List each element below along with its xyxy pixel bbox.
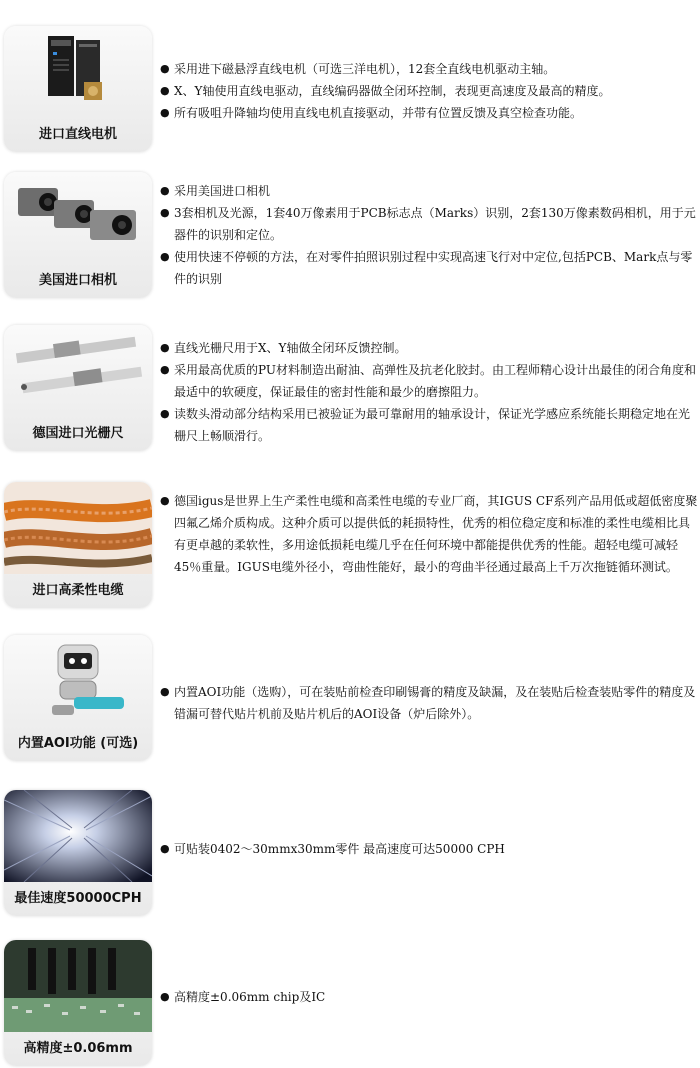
bullet-item: ● 使用快速不停顿的方法，在对零件拍照识别过程中实现高速飞行对中定位,包括PCB、Mark点与零件的识别 bbox=[160, 246, 698, 290]
bullet-item: ● 可贴装0402～30mmx30mm零件 最高速度可达50000 CPH bbox=[160, 838, 698, 860]
aoi-robot-image bbox=[4, 635, 152, 727]
bullet-item: ● 高精度±0.06mm chip及IC bbox=[160, 986, 698, 1008]
bullet-item: ● 采用最高优质的PU材料制造出耐油、高弹性及抗老化胶封。由工程师精心设计出最佳的闭合角度和最适中的软硬度，保证最佳的密封性能和最少的磨擦阻力。 bbox=[160, 359, 698, 403]
feature-title: 德国进口光栅尺 bbox=[32, 426, 124, 441]
bullet-list bbox=[160, 986, 698, 1008]
feature-title: 内置AOI功能 (可选) bbox=[17, 736, 139, 751]
feature-card bbox=[4, 26, 152, 152]
feature-card bbox=[4, 172, 152, 298]
feature-title: 进口高柔性电缆 bbox=[32, 583, 124, 598]
bullet-item: ● 3套相机及光源，1套40万像素用于PCB标志点（Marks）识别，2套130万像素数码相机，用于元器件的识别和定位。 bbox=[160, 202, 698, 246]
feature-title: 美国进口相机 bbox=[38, 273, 117, 288]
speed-tunnel-image bbox=[4, 790, 152, 882]
feature-title: 高精度±0.06mm bbox=[23, 1041, 133, 1056]
grating-scale-image bbox=[4, 325, 152, 417]
bullet-item: ● 采用进下磁悬浮直线电机（可选三洋电机），12套全直线电机驱动主轴。 bbox=[160, 58, 698, 80]
bullet-list bbox=[160, 490, 698, 578]
feature-title: 最佳速度50000CPH bbox=[14, 891, 142, 906]
bullet-list bbox=[160, 681, 698, 725]
bullet-list bbox=[160, 838, 698, 860]
bullet-item: ● 所有吸咀升降轴均使用直线电机直接驱动，并带有位置反馈及真空检查功能。 bbox=[160, 102, 698, 124]
camera-image bbox=[4, 172, 152, 264]
bullet-item: ● 读数头滑动部分结构采用已被验证为最可靠耐用的轴承设计，保证光学感应系统能长期稳定地在光栅尺上畅顺滑行。 bbox=[160, 403, 698, 447]
flex-cable-image bbox=[4, 482, 152, 574]
linear-motor-image bbox=[4, 26, 152, 118]
nozzle-pcb-image bbox=[4, 940, 152, 1032]
feature-card bbox=[4, 325, 152, 451]
feature-title: 进口直线电机 bbox=[38, 127, 117, 142]
feature-card bbox=[4, 482, 152, 608]
bullet-item: ● 直线光栅尺用于X、Y轴做全闭环反馈控制。 bbox=[160, 337, 698, 359]
bullet-item: ● 内置AOI功能（选购），可在装贴前检查印刷锡膏的精度及缺漏，及在装贴后检查装贴零件的精度及错漏可替代贴片机前及贴片机后的AOI设备（炉后除外）。 bbox=[160, 681, 698, 725]
feature-card bbox=[4, 635, 152, 761]
bullet-list bbox=[160, 58, 698, 124]
bullet-item: ● 采用美国进口相机 bbox=[160, 180, 698, 202]
feature-card bbox=[4, 940, 152, 1066]
bullet-item: ● X、Y轴使用直线电驱动，直线编码器做全闭环控制，表现更高速度及最高的精度。 bbox=[160, 80, 698, 102]
feature-card bbox=[4, 790, 152, 916]
bullet-item: ● 德国igus是世界上生产柔性电缆和高柔性电缆的专业厂商，其IGUS CF系列产品用低或超低密度聚四氟乙烯介质构成。这种介质可以提供低的耗损特性，优秀的相位稳定度和标准的柔性电缆相比具有更卓越的柔软性，多用途低损耗电缆几乎在任何环境中都能提供优秀的性能。超轻电缆可减轻45％重量。IGUS电缆外径小，弯曲性能好，最小的弯曲半径通过最高上千万次拖链循环测试。 bbox=[160, 490, 698, 578]
bullet-list bbox=[160, 180, 698, 290]
bullet-list bbox=[160, 337, 698, 447]
